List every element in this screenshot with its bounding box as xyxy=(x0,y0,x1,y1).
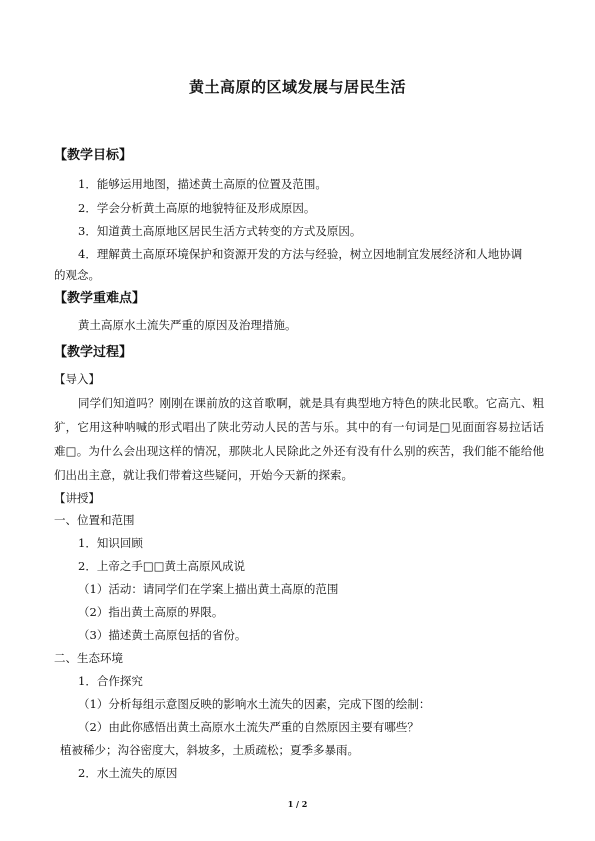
page-number: 1 / 2 xyxy=(287,799,308,809)
section-heading-environment: 二、生态环境 xyxy=(54,651,123,665)
document-title: 黄土高原的区域发展与居民生活 xyxy=(188,78,406,96)
lecture-item: 2．水土流失的原因 xyxy=(78,766,178,780)
process-heading: 【教学过程】 xyxy=(54,345,133,360)
objective-item-4-continued: 的观念。 xyxy=(54,268,100,282)
lecture-item: 1．合作探究 xyxy=(78,674,143,688)
lecture-item: 1．知识回顾 xyxy=(78,536,143,550)
lecture-item: （1）分析每组示意图反映的影响水土流失的因素，完成下图的绘制： xyxy=(78,697,431,711)
key-points-text: 黄土高原水土流失严重的原因及治理措施。 xyxy=(78,318,297,332)
intro-paragraph: 同学们知道吗？刚刚在课前放的这首歌啊，就是具有典型地方特色的陕北民歌。它高亢、粗犷，它用这种呐喊的形式唱出了陕北劳动人民的苦与乐。其中的有一句词是□见面面容易拉话话难□。为什么会出现这样的情况，那陕北人民除此之外还有没有什么别的疾苦，我们能不能给他们出出主意，就让我们带着这些疑问，开始今天新的探索。 xyxy=(54,396,544,482)
objective-item-3: 3．知道黄土高原地区居民生活方式转变的方式及原因。 xyxy=(78,224,362,238)
objective-item-4: 4．理解黄土高原环境保护和资源开发的方法与经验，树立因地制宜发展经济和人地协调 xyxy=(78,247,523,261)
lecture-item: （2）指出黄土高原的界限。 xyxy=(78,605,224,619)
lecture-item: （2）由此你感悟出黄土高原水土流失严重的自然原因主要有哪些？ xyxy=(78,720,419,734)
lecture-item: 2．上帝之手□□黄土高原风成说 xyxy=(78,559,246,573)
objectives-heading: 【教学目标】 xyxy=(54,148,133,163)
key-points-heading: 【教学重难点】 xyxy=(54,291,146,306)
intro-label: 【导入】 xyxy=(54,372,100,386)
objective-item-1: 1．能够运用地图，描述黄土高原的位置及范围。 xyxy=(78,177,327,191)
lecture-item: （1）活动：请同学们在学案上描出黄土高原的范围 xyxy=(78,582,339,596)
lecture-item: （3）描述黄土高原包括的省份。 xyxy=(78,628,247,642)
lecture-answer: 植被稀少；沟谷密度大，斜坡多，土质疏松；夏季多暴雨。 xyxy=(60,743,359,757)
lecture-label: 【讲授】 xyxy=(54,491,100,505)
objective-item-2: 2．学会分析黄土高原的地貌特征及形成原因。 xyxy=(78,201,316,215)
section-heading-location: 一、位置和范围 xyxy=(54,513,135,527)
